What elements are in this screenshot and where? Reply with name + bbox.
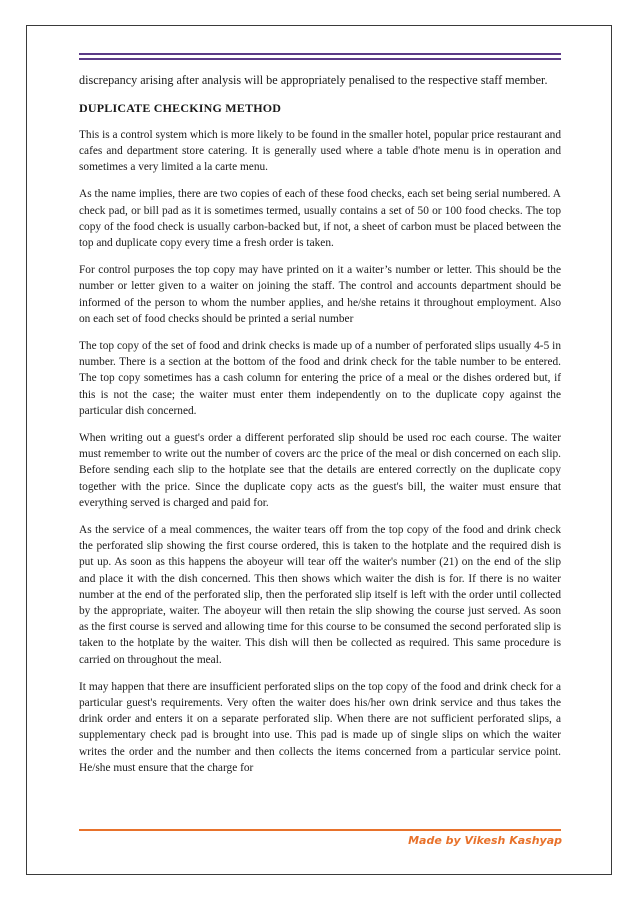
paragraph-2: As the name implies, there are two copies of each of these food checks, each set being serial numbered. A check pad, or bill pad as it is sometimes termed, usually contains a set of 50 or 100 food checks. The top copy of the food check is usually carbon-backed but, if not, a sheet of carbon must be placed between the top and duplicate copy every time a fresh order is taken. — [79, 188, 561, 249]
paragraph-3: For control purposes the top copy may have printed on it a waiter’s number or letter. This should be the number or letter given to a waiter on joining the staff. The control and accounts department should be informed of the person to whom the number applies, and he/she retains it throughout employment. Also on each set of food checks should be printed a serial number — [79, 264, 561, 325]
paragraph-5: When writing out a guest's order a different perforated slip should be used roc each course. The waiter must remember to write out the number of covers arc the price of the meal or dish concerned on each slip. Before sending each slip to the hotplate see that the details are entered correctly on the duplicate copy together with the price. Since the duplicate copy acts as the guest's bill, the waiter must ensure that everything served is charged and paid for. — [79, 431, 561, 509]
document-body — [79, 72, 561, 787]
lead-paragraph: discrepancy arising after analysis will be appropriately penalised to the respective staff member. — [79, 73, 548, 87]
footer-rule — [79, 829, 561, 831]
paragraph-6: As the service of a meal commences, the waiter tears off from the top copy of the food and drink check the perforated slip showing the first course ordered, this is taken to the hotplate and the required dish is put up. As soon as this happens the aboyeur will tear off the waiter's number (21) on the end of the slip and place it with the dish concerned. This then shows which waiter the dish is for. If there is no waiter number at the end of the perforated slip, then the perforated slip itself is left with the order until collected by the appropriate, waiter. The aboyeur will then retain the slip showing the course just served. As soon as the first course is served and allowing time for this course to be consumed the second perforated slip is taken to the hotplate by the waiter. This dish will then be collected as required. This same procedure is carried on throughout the meal. — [79, 523, 561, 666]
paragraph-7: It may happen that there are insufficient perforated slips on the top copy of the food and drink check for a particular guest's requirements. Very often the waiter does his/her own drink service and thus takes the drink order and enters it on a separate perforated slip. When there are not sufficient perforated slips, a supplementary check pad is brought into use. This pad is made up of single slips on which the waiter writes the order and the number and then collects the items concerned from a particular service point. He/she must ensure that the charge for — [79, 680, 561, 774]
section-heading: DUPLICATE CHECKING METHOD — [79, 100, 282, 115]
paragraph-1: This is a control system which is more likely to be found in the smaller hotel, popular price restaurant and cafes and department store catering. It is generally used where a table d'hote menu is in operation and sometimes a very limited a la carte menu. — [79, 128, 561, 174]
paragraph-4: The top copy of the set of food and drink checks is made up of a number of perforated slips usually 4-5 in number. There is a section at the bottom of the food and drink check for the table number to be entered. The top copy sometimes has a cash column for entering the price of a meal or the dishes ordered but, if this is not the case; the waiter must enter them independently on to the duplicate copy against the particular dish concerned. — [79, 339, 561, 417]
header-rule-lower — [79, 58, 561, 60]
header-rule-upper — [79, 53, 561, 55]
footer-credit: Made by Vikesh Kashyap — [408, 834, 562, 847]
